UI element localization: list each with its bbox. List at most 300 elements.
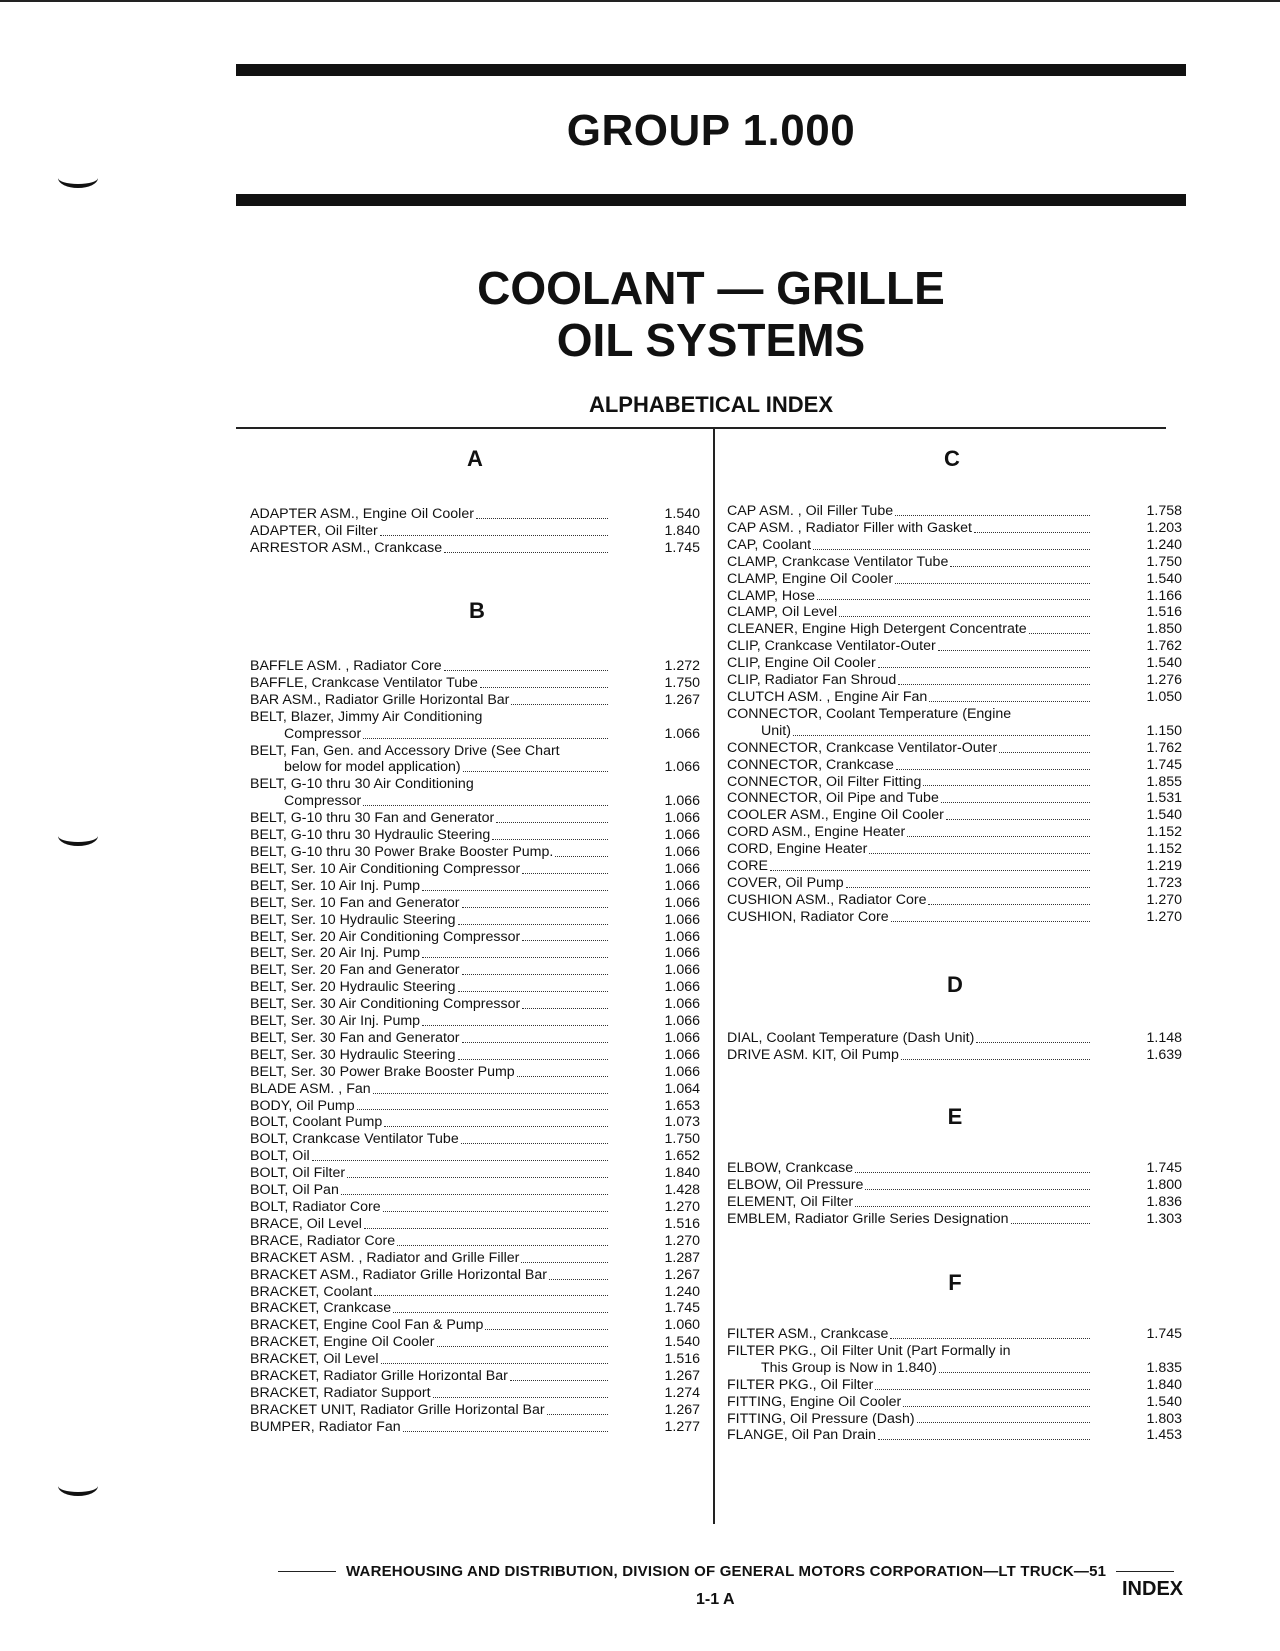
entry-text: BLADE ASM. , Fan — [250, 1080, 371, 1097]
entry-text: BELT, Fan, Gen. and Accessory Drive (See Chart — [250, 742, 560, 759]
entry-group-number: 1.428 — [664, 1182, 700, 1199]
entry-text: COOLER ASM., Engine Oil Cooler — [727, 807, 944, 824]
index-entry — [250, 523, 700, 540]
entry-group-number: 1.287 — [664, 1249, 700, 1266]
dot-leader — [938, 650, 1090, 651]
dot-leader — [462, 1042, 608, 1043]
entry-group-number: 1.750 — [664, 674, 700, 691]
entry-text: BELT, Ser. 30 Hydraulic Steering — [250, 1046, 456, 1063]
index-entry — [250, 1419, 700, 1436]
entry-text: BUMPER, Radiator Fan — [250, 1418, 401, 1435]
entry-group-number: 1.540 — [1146, 807, 1182, 824]
dot-leader — [974, 532, 1090, 533]
section-letter-c: C — [944, 446, 960, 471]
entry-text: EMBLEM, Radiator Grille Series Designation — [727, 1210, 1009, 1227]
dot-leader — [903, 1406, 1090, 1407]
entry-group-number: 1.745 — [1146, 756, 1182, 773]
dot-leader — [839, 616, 1090, 617]
entry-group-number: 1.066 — [664, 1013, 700, 1030]
dot-leader — [381, 1363, 608, 1364]
entry-text-continued: Unit) — [761, 722, 791, 739]
dot-leader — [461, 1143, 608, 1144]
dot-leader — [462, 974, 608, 975]
entry-group-number: 1.653 — [664, 1097, 700, 1114]
entry-group-number: 1.066 — [664, 911, 700, 928]
entry-group-number: 1.758 — [1146, 503, 1182, 519]
index-rule — [236, 427, 1166, 429]
index-entry — [727, 841, 1182, 858]
entry-text: CUSHION ASM., Radiator Core — [727, 891, 927, 908]
dot-leader — [522, 940, 608, 941]
index-entry — [727, 757, 1182, 774]
index-entry — [250, 1030, 700, 1047]
entry-group-number: 1.152 — [1146, 841, 1182, 858]
entry-text: BRACKET, Engine Oil Cooler — [250, 1334, 435, 1351]
index-entry — [727, 621, 1182, 638]
dot-leader — [895, 515, 1090, 516]
dot-leader — [517, 1076, 608, 1077]
dot-leader — [357, 1109, 608, 1110]
entry-group-number: 1.274 — [664, 1384, 700, 1401]
entry-text: BAFFLE ASM. , Radiator Core — [250, 658, 442, 674]
index-list-b — [250, 658, 700, 1436]
index-entry — [727, 790, 1182, 807]
dot-leader — [422, 957, 608, 958]
entry-text: BRACE, Radiator Core — [250, 1232, 396, 1249]
entry-group-number: 1.066 — [664, 843, 700, 860]
entry-group-number: 1.066 — [664, 810, 700, 827]
entry-text: BELT, G-10 thru 30 Hydraulic Steering — [250, 827, 491, 844]
dot-leader — [878, 667, 1090, 668]
entry-text-continued: Compressor — [284, 793, 362, 810]
entry-text: BOLT, Oil Filter — [250, 1165, 346, 1182]
index-entry — [250, 1131, 700, 1148]
index-entry — [250, 861, 700, 878]
entry-group-number: 1.270 — [1146, 908, 1182, 925]
index-entry — [727, 706, 1182, 740]
entry-group-number: 1.270 — [664, 1232, 700, 1249]
dot-leader — [869, 853, 1090, 854]
entry-group-number: 1.066 — [664, 996, 700, 1013]
dot-leader — [865, 1189, 1090, 1190]
entry-group-number: 1.303 — [1146, 1210, 1182, 1227]
entry-text: CUSHION, Radiator Core — [727, 908, 889, 925]
entry-group-number: 1.540 — [664, 1334, 700, 1351]
index-entry — [727, 1326, 1182, 1343]
index-entry — [727, 537, 1182, 554]
entry-text: BRACKET UNIT, Radiator Grille Horizontal Bar — [250, 1401, 545, 1418]
dot-leader — [384, 1126, 608, 1127]
entry-group-number: 1.750 — [1146, 553, 1182, 570]
entry-text: CORD ASM., Engine Heater — [727, 824, 906, 841]
index-entry — [250, 1334, 700, 1351]
dot-leader — [555, 856, 608, 857]
entry-group-number: 1.270 — [664, 1199, 700, 1215]
entry-group-number: 1.270 — [1146, 891, 1182, 908]
entry-text: ELBOW, Oil Pressure — [727, 1176, 864, 1193]
entry-group-number: 1.150 — [1146, 722, 1182, 739]
page-number: 1-1 A — [696, 1591, 735, 1608]
dot-leader — [976, 1042, 1090, 1043]
index-entry — [727, 1030, 1182, 1047]
dot-leader — [380, 535, 608, 536]
dot-leader — [846, 887, 1090, 888]
dot-leader — [510, 1380, 608, 1381]
entry-group-number: 1.652 — [664, 1148, 700, 1165]
entry-group-number: 1.267 — [664, 1266, 700, 1283]
index-entry — [727, 638, 1182, 655]
entry-text: BELT, Ser. 20 Hydraulic Steering — [250, 979, 456, 996]
footer — [268, 1563, 1184, 1580]
index-entry — [727, 1343, 1182, 1377]
index-list-a — [250, 506, 700, 557]
dot-leader — [347, 1177, 608, 1178]
index-list-f — [727, 1326, 1182, 1444]
section-letter-a: A — [467, 446, 483, 471]
index-entry — [250, 743, 700, 777]
entry-text: CLIP, Engine Oil Cooler — [727, 655, 876, 672]
index-entry — [250, 540, 700, 557]
entry-group-number: 1.723 — [1146, 874, 1182, 891]
entry-text: BELT, G-10 thru 30 Power Brake Booster Pump. — [250, 843, 554, 860]
dot-leader — [458, 991, 608, 992]
entry-text: BRACKET ASM. , Radiator and Grille Filler — [250, 1249, 520, 1266]
dot-leader — [444, 552, 608, 553]
group-title: GROUP 1.000 — [566, 106, 856, 155]
entry-group-number: 1.840 — [1146, 1376, 1182, 1393]
entry-text: ELBOW, Crankcase — [727, 1160, 854, 1176]
entry-group-number: 1.540 — [1146, 1393, 1182, 1410]
entry-group-number: 1.836 — [1146, 1193, 1182, 1210]
entry-text: FILTER PKG., Oil Filter Unit (Part Formally in — [727, 1342, 1011, 1359]
entry-group-number: 1.066 — [664, 793, 700, 810]
dot-leader — [855, 1206, 1090, 1207]
index-entry — [727, 858, 1182, 875]
entry-group-number: 1.745 — [664, 1300, 700, 1317]
entry-text: CLAMP, Oil Level — [727, 604, 838, 621]
entry-group-number: 1.531 — [1146, 790, 1182, 807]
entry-text: ADAPTER, Oil Filter — [250, 522, 378, 539]
entry-group-number: 1.750 — [664, 1131, 700, 1148]
index-entry — [250, 1233, 700, 1250]
entry-group-number: 1.516 — [1146, 604, 1182, 621]
entry-text: BELT, Ser. 10 Air Inj. Pump — [250, 877, 421, 894]
index-entry — [250, 1199, 700, 1216]
entry-group-number: 1.840 — [664, 522, 700, 539]
entry-group-number: 1.762 — [1146, 739, 1182, 756]
binder-hole-mark — [58, 826, 98, 846]
dot-leader — [312, 1160, 608, 1161]
entry-text: DIAL, Coolant Temperature (Dash Unit) — [727, 1030, 975, 1046]
entry-group-number: 1.453 — [1146, 1427, 1182, 1444]
dot-leader — [895, 583, 1090, 584]
entry-group-number: 1.840 — [664, 1165, 700, 1182]
entry-text: BELT, Ser. 10 Hydraulic Steering — [250, 911, 456, 928]
dot-leader — [363, 738, 608, 739]
index-entry — [727, 520, 1182, 537]
dot-leader — [946, 819, 1090, 820]
entry-text: BELT, G-10 thru 30 Fan and Generator — [250, 810, 495, 827]
index-entry — [727, 1377, 1182, 1394]
entry-text: CAP ASM. , Oil Filler Tube — [727, 503, 894, 519]
dot-leader — [458, 1059, 608, 1060]
index-entry — [727, 689, 1182, 706]
dot-leader — [855, 1172, 1090, 1173]
entry-group-number: 1.540 — [1146, 655, 1182, 672]
index-entry — [727, 1177, 1182, 1194]
index-entry — [250, 1402, 700, 1419]
entry-group-number: 1.064 — [664, 1080, 700, 1097]
dot-leader — [1029, 633, 1090, 634]
entry-text: ELEMENT, Oil Filter — [727, 1193, 854, 1210]
index-entry — [250, 1267, 700, 1284]
entry-group-number: 1.240 — [664, 1283, 700, 1300]
index-entry — [250, 1284, 700, 1301]
index-entry — [250, 1064, 700, 1081]
dot-leader — [898, 684, 1090, 685]
index-entry — [250, 1250, 700, 1267]
index-entry — [727, 824, 1182, 841]
index-entry — [250, 929, 700, 946]
entry-text: CLIP, Crankcase Ventilator-Outer — [727, 638, 936, 655]
footer-rule-left — [278, 1571, 336, 1573]
entry-text: BELT, Ser. 10 Air Conditioning Compressor — [250, 860, 521, 877]
index-entry — [727, 1211, 1182, 1228]
dot-leader — [403, 1431, 608, 1432]
header-rule-top — [236, 64, 1186, 76]
entry-group-number: 1.267 — [664, 1401, 700, 1418]
entry-group-number: 1.203 — [1146, 519, 1182, 536]
entry-group-number: 1.066 — [664, 1063, 700, 1080]
entry-group-number: 1.276 — [1146, 672, 1182, 689]
dot-leader — [999, 752, 1090, 753]
section-letter-b: B — [469, 598, 485, 623]
index-entry — [727, 655, 1182, 672]
entry-group-number: 1.272 — [664, 658, 700, 674]
index-entry — [727, 774, 1182, 791]
entry-group-number: 1.066 — [664, 860, 700, 877]
entry-group-number: 1.066 — [664, 759, 700, 776]
index-entry — [250, 810, 700, 827]
entry-group-number: 1.277 — [664, 1418, 700, 1435]
entry-group-number: 1.745 — [1146, 1326, 1182, 1342]
dot-leader — [521, 1262, 608, 1263]
index-entry — [727, 1411, 1182, 1428]
dot-leader — [393, 1312, 608, 1313]
entry-text: BELT, Ser. 30 Air Conditioning Compressor — [250, 996, 521, 1013]
dot-leader — [928, 904, 1090, 905]
entry-text: BOLT, Oil Pan — [250, 1182, 339, 1199]
entry-group-number: 1.240 — [1146, 536, 1182, 553]
index-entry — [250, 1148, 700, 1165]
index-entry — [727, 672, 1182, 689]
entry-text: CLAMP, Engine Oil Cooler — [727, 570, 894, 587]
entry-text: CAP ASM. , Radiator Filler with Gasket — [727, 519, 972, 536]
dot-leader — [941, 802, 1090, 803]
entry-group-number: 1.060 — [664, 1317, 700, 1334]
entry-text: COVER, Oil Pump — [727, 874, 844, 891]
dot-leader — [917, 1422, 1090, 1423]
index-entry — [250, 658, 700, 675]
dot-leader — [891, 921, 1090, 922]
index-entry — [250, 912, 700, 929]
index-entry — [250, 1216, 700, 1233]
index-entry — [250, 996, 700, 1013]
index-entry — [250, 1081, 700, 1098]
entry-group-number: 1.066 — [664, 962, 700, 979]
index-entry — [727, 740, 1182, 757]
index-entry — [250, 878, 700, 895]
dot-leader — [522, 1008, 608, 1009]
entry-group-number: 1.540 — [664, 506, 700, 522]
index-entry — [250, 1317, 700, 1334]
footer-text: WAREHOUSING AND DISTRIBUTION, DIVISION OF GENERAL MOTORS CORPORATION—LT TRUCK—51 — [346, 1563, 1107, 1580]
index-entry — [250, 962, 700, 979]
entry-group-number: 1.152 — [1146, 824, 1182, 841]
entry-text: BRACKET ASM., Radiator Grille Horizontal Bar — [250, 1266, 547, 1283]
dot-leader — [458, 924, 608, 925]
entry-text: BRACKET, Coolant — [250, 1283, 373, 1300]
dot-leader — [875, 1389, 1090, 1390]
index-entry — [727, 1427, 1182, 1444]
section-letter-f: F — [948, 1270, 962, 1295]
entry-text: BRACKET, Radiator Support — [250, 1384, 431, 1401]
entry-group-number: 1.800 — [1146, 1176, 1182, 1193]
entry-text: ADAPTER ASM., Engine Oil Cooler — [250, 506, 474, 522]
dot-leader — [437, 1346, 608, 1347]
index-entry — [727, 571, 1182, 588]
entry-text: CLIP, Radiator Fan Shroud — [727, 672, 897, 689]
dot-leader — [373, 1093, 608, 1094]
title-line-2: OIL SYSTEMS — [556, 314, 866, 366]
entry-text: CLEANER, Engine High Detergent Concentrate — [727, 621, 1027, 638]
entry-text: BELT, Ser. 10 Fan and Generator — [250, 894, 460, 911]
entry-text: FILTER ASM., Crankcase — [727, 1326, 889, 1342]
index-entry — [250, 945, 700, 962]
index-entry — [250, 709, 700, 743]
entry-text: BODY, Oil Pump — [250, 1097, 355, 1114]
entry-text: BELT, Ser. 30 Air Inj. Pump — [250, 1013, 421, 1030]
index-entry — [250, 1368, 700, 1385]
dot-leader — [939, 1372, 1090, 1373]
dot-leader — [363, 805, 608, 806]
entry-group-number: 1.066 — [664, 945, 700, 962]
dot-leader — [770, 870, 1090, 871]
dot-leader — [444, 670, 608, 671]
binder-hole-mark — [58, 168, 98, 188]
dot-leader — [547, 1414, 608, 1415]
index-entry — [250, 1098, 700, 1115]
entry-text: BOLT, Coolant Pump — [250, 1114, 383, 1131]
entry-group-number: 1.516 — [664, 1351, 700, 1368]
entry-group-number: 1.166 — [1146, 587, 1182, 604]
dot-leader — [462, 907, 608, 908]
entry-text: CORD, Engine Heater — [727, 841, 868, 858]
entry-text-continued: below for model application) — [284, 759, 461, 776]
entry-text-continued: Compressor — [284, 725, 362, 742]
entry-text: BAR ASM., Radiator Grille Horizontal Bar — [250, 691, 510, 708]
dot-leader — [480, 687, 608, 688]
entry-text: BELT, Ser. 30 Power Brake Booster Pump — [250, 1063, 515, 1080]
dot-leader — [463, 771, 608, 772]
index-entry — [727, 588, 1182, 605]
dot-leader — [549, 1279, 608, 1280]
entry-group-number: 1.066 — [664, 827, 700, 844]
index-entry — [727, 909, 1182, 926]
index-entry — [250, 675, 700, 692]
index-entry — [727, 554, 1182, 571]
dot-leader — [522, 873, 608, 874]
dot-leader — [878, 1439, 1090, 1440]
dot-leader — [422, 890, 608, 891]
index-entry — [250, 979, 700, 996]
entry-text: CAP, Coolant — [727, 536, 812, 553]
dot-leader — [901, 1059, 1090, 1060]
dot-leader — [492, 839, 608, 840]
dot-leader — [364, 1228, 608, 1229]
entry-group-number: 1.516 — [664, 1215, 700, 1232]
index-entry — [727, 875, 1182, 892]
dot-leader — [476, 518, 608, 519]
index-list-d — [727, 1030, 1182, 1064]
entry-text: FILTER PKG., Oil Filter — [727, 1376, 874, 1393]
column-divider — [713, 429, 715, 1524]
entry-group-number: 1.066 — [664, 979, 700, 996]
index-entry — [250, 895, 700, 912]
dot-leader — [896, 769, 1090, 770]
entry-text: ARRESTOR ASM., Crankcase — [250, 539, 443, 556]
entry-group-number: 1.219 — [1146, 858, 1182, 875]
entry-text: FITTING, Oil Pressure (Dash) — [727, 1410, 915, 1427]
dot-leader — [950, 566, 1090, 567]
entry-text: BELT, Ser. 20 Air Conditioning Compressor — [250, 928, 521, 945]
dot-leader — [1011, 1223, 1091, 1224]
entry-text: BRACKET, Radiator Grille Horizontal Bar — [250, 1368, 508, 1385]
entry-group-number: 1.066 — [664, 894, 700, 911]
header-rule-bottom — [236, 194, 1186, 206]
index-entry — [250, 776, 700, 810]
dot-leader — [397, 1245, 608, 1246]
entry-group-number: 1.066 — [664, 928, 700, 945]
index-entry — [250, 1165, 700, 1182]
entry-group-number: 1.267 — [664, 691, 700, 708]
top-edge-line — [0, 0, 1280, 2]
index-entry — [250, 692, 700, 709]
index-entry — [250, 1114, 700, 1131]
entry-text: BELT, Ser. 20 Air Inj. Pump — [250, 945, 421, 962]
dot-leader — [890, 1338, 1090, 1339]
entry-text: CONNECTOR, Crankcase Ventilator-Outer — [727, 739, 998, 756]
entry-text: BELT, Ser. 30 Fan and Generator — [250, 1029, 460, 1046]
entry-group-number: 1.850 — [1146, 621, 1182, 638]
index-entry — [250, 1300, 700, 1317]
entry-group-number: 1.073 — [664, 1114, 700, 1131]
entry-text: DRIVE ASM. KIT, Oil Pump — [727, 1046, 899, 1063]
footer-rule-right — [1116, 1571, 1174, 1573]
index-entry — [727, 892, 1182, 909]
entry-text: CLAMP, Hose — [727, 587, 816, 604]
index-entry — [727, 1394, 1182, 1411]
binder-hole-mark — [58, 1476, 98, 1496]
index-entry — [727, 1194, 1182, 1211]
entry-text-continued: This Group is Now in 1.840) — [761, 1359, 937, 1376]
entry-text: FLANGE, Oil Pan Drain — [727, 1427, 877, 1444]
dot-leader — [341, 1194, 608, 1195]
entry-text: BELT, Blazer, Jimmy Air Conditioning — [250, 708, 483, 725]
entry-text: BELT, Ser. 20 Fan and Generator — [250, 962, 460, 979]
index-entry — [250, 1351, 700, 1368]
entry-group-number: 1.762 — [1146, 638, 1182, 655]
